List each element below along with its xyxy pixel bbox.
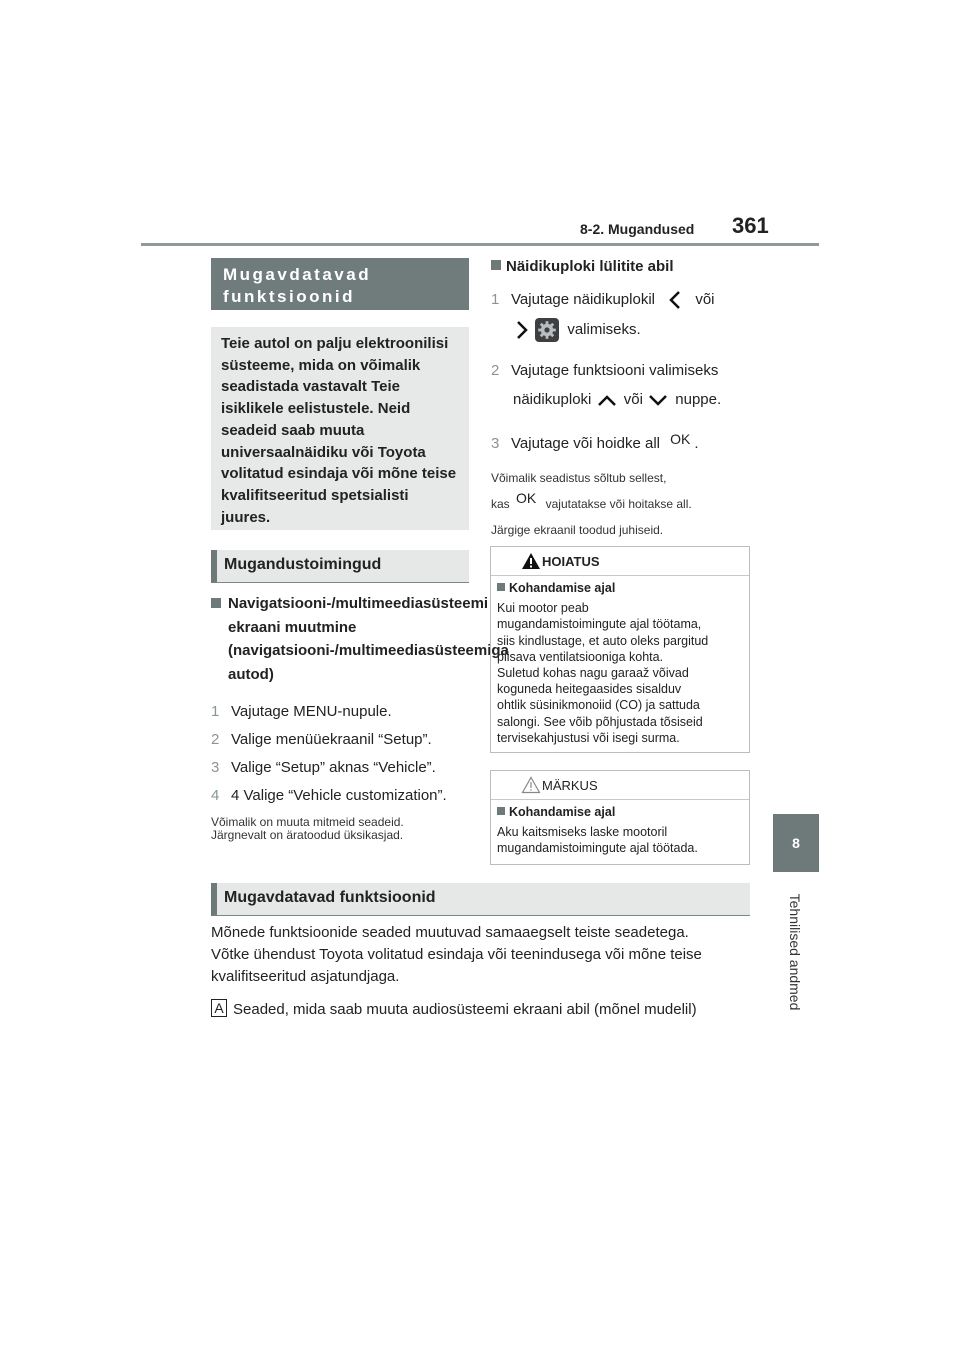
right-step-2-line1: [491, 362, 718, 379]
step-text-or: või: [695, 290, 715, 308]
paragraph-line: Võtke ühendust Toyota volitatud esindaja või teenindusega või mõne teise: [211, 946, 702, 963]
right-note-3: Järgige ekraanil toodud juhiseid.: [491, 523, 664, 537]
step-text: .: [694, 435, 699, 452]
step-number: 1: [211, 703, 220, 720]
warning-line: mugandamistoimingute ajal töötama,: [497, 617, 702, 632]
nav-heading: [211, 592, 509, 686]
chevron-left-icon: [665, 289, 685, 311]
step-text: Vajutage MENU-nupule.: [231, 703, 392, 720]
warning-line: piisava ventilatsiooniga kohta.: [497, 649, 664, 664]
warning-line: ohtlik süsinikmonoiid (CO) ja sattuda: [497, 698, 700, 713]
ok-button-icon: OK: [516, 490, 537, 506]
warning-line: koguneda heitegaasides sisalduv: [497, 682, 682, 697]
right-note-2: [491, 490, 692, 511]
page-number: 361: [732, 213, 769, 238]
step-number: 2: [491, 362, 500, 379]
bullet-square-icon: [491, 260, 501, 270]
bottom-paragraph: [211, 922, 771, 988]
right-heading-text: Näidikuploki lülitite abil: [506, 258, 674, 275]
step-text: Vajutage funktsiooni valimiseks: [511, 362, 719, 379]
warning-line: Suletud kohas nagu garaaž võivad: [497, 666, 689, 681]
left-step-4: [211, 787, 469, 804]
main-title-box: [211, 258, 469, 310]
warning-box: [490, 546, 750, 753]
main-title: Mugavdatavad funktsioonid: [223, 265, 372, 306]
chapter-tab[interactable]: 8: [773, 814, 819, 872]
right-step-1-line2: [513, 318, 641, 342]
header-rule: [141, 243, 819, 246]
note-text: vajutatakse või hoitakse all.: [545, 497, 692, 511]
right-heading: [491, 255, 674, 279]
step-number: 2: [211, 731, 220, 748]
left-note: Võimalik on muuta mitmeid seadeid. Järgnevalt on äratoodud üksikasjad.: [211, 815, 404, 842]
step-text: valimiseks.: [567, 320, 641, 338]
intro-text: Teie autol on palju elektroonilisi süsteeme, mida on võimalik seadistada vastavalt Teie isiklikele eelistustele. Neid seadeid saab muuta universaalnäidiku või Toyota volitatud esindaja või mõne teise kvalifitseeritud spetsialisti juures.: [221, 335, 457, 526]
notice-subheading: [497, 804, 743, 820]
paragraph-line: Mõnede funktsioonide seaded muutuvad samaaegselt teiste seadetega.: [211, 924, 689, 941]
group-a-badge: A: [211, 999, 227, 1017]
step-text: Vajutage või hoidke all: [511, 435, 660, 452]
warning-line: siis kindlustage, et auto oleks pargitud: [497, 633, 709, 648]
step-text: Vajutage näidikuplokil: [511, 290, 655, 308]
section-title: Mugavdatavad funktsioonid: [224, 889, 436, 906]
section-header-mugandustoimingud: [211, 550, 469, 583]
notice-triangle-icon: [521, 776, 541, 794]
warning-subheading: [497, 580, 743, 596]
settings-gear-icon: [535, 318, 559, 342]
notice-subheading-text: Kohandamise ajal: [509, 805, 616, 819]
step-text: Valige menüüekraanil “Setup”.: [231, 731, 432, 748]
notice-line: mugandamistoimingute ajal töötada.: [497, 841, 698, 856]
warning-line: tervisekahjustusi või isegi surma.: [497, 730, 680, 745]
warning-triangle-icon: [521, 552, 541, 570]
section-title: Mugandustoimingud: [224, 556, 382, 573]
left-step-3: [211, 759, 469, 776]
intro-box: [211, 327, 469, 530]
bullet-square-icon: [211, 598, 221, 608]
step-text: Valige “Setup” aknas “Vehicle”.: [231, 759, 436, 776]
setting-group-a: [211, 999, 771, 1021]
chevron-right-icon: [513, 318, 531, 342]
paragraph-line: kvalifitseeritud asjatundjaga.: [211, 968, 400, 985]
bullet-square-icon: [497, 583, 505, 591]
warning-line: Kui mootor peab: [497, 601, 589, 616]
notice-title: MÄRKUS: [542, 778, 598, 793]
chapter-title: Tehnilised andmed: [787, 893, 803, 1011]
step-text-or: või: [623, 391, 643, 408]
right-note-1: Võimalik seadistus sõltub sellest,: [491, 471, 667, 485]
step-number: 4: [211, 787, 220, 804]
note-text: kas: [491, 497, 510, 511]
warning-body: [491, 576, 749, 746]
nav-heading-text: Navigatsiooni-/multimeediasüsteemi ekraani muutmine (navigatsiooni-/multimeediasüsteemiga autod): [228, 595, 509, 683]
group-a-text: Seaded, mida saab muuta audiosüsteemi ekraani abil (mõnel mudelil): [233, 1001, 697, 1018]
notice-box: [490, 770, 750, 865]
chevron-up-icon: [596, 392, 618, 408]
section-header-mugavdatavad: [211, 883, 750, 916]
notice-body: [491, 800, 749, 857]
step-number: 3: [491, 435, 500, 452]
warning-title-bar: [491, 547, 749, 576]
notice-title-bar: [491, 771, 749, 800]
left-step-1: [211, 703, 469, 720]
right-step-2-line2: [513, 391, 721, 408]
warning-subheading-text: Kohandamise ajal: [509, 581, 616, 595]
warning-line: salongi. See võib põhjustada tõsiseid: [497, 714, 703, 729]
step-text: näidikuploki: [513, 391, 592, 408]
warning-title: HOIATUS: [542, 554, 600, 569]
step-text: 4 Valige “Vehicle customization”.: [231, 787, 447, 804]
step-number: 1: [491, 290, 500, 308]
bullet-square-icon: [497, 807, 505, 815]
step-number: 3: [211, 759, 220, 776]
chapter-side-label: [777, 882, 813, 1022]
section-breadcrumb: 8-2. Mugandused: [580, 221, 695, 237]
chevron-down-icon: [647, 392, 669, 408]
right-step-1-line1: [491, 289, 715, 311]
ok-button-icon: OK: [670, 431, 691, 447]
step-text: nuppe.: [675, 391, 722, 408]
notice-line: Aku kaitsmiseks laske mootoril: [497, 825, 668, 840]
left-step-2: [211, 731, 469, 748]
right-step-3: [491, 431, 699, 452]
